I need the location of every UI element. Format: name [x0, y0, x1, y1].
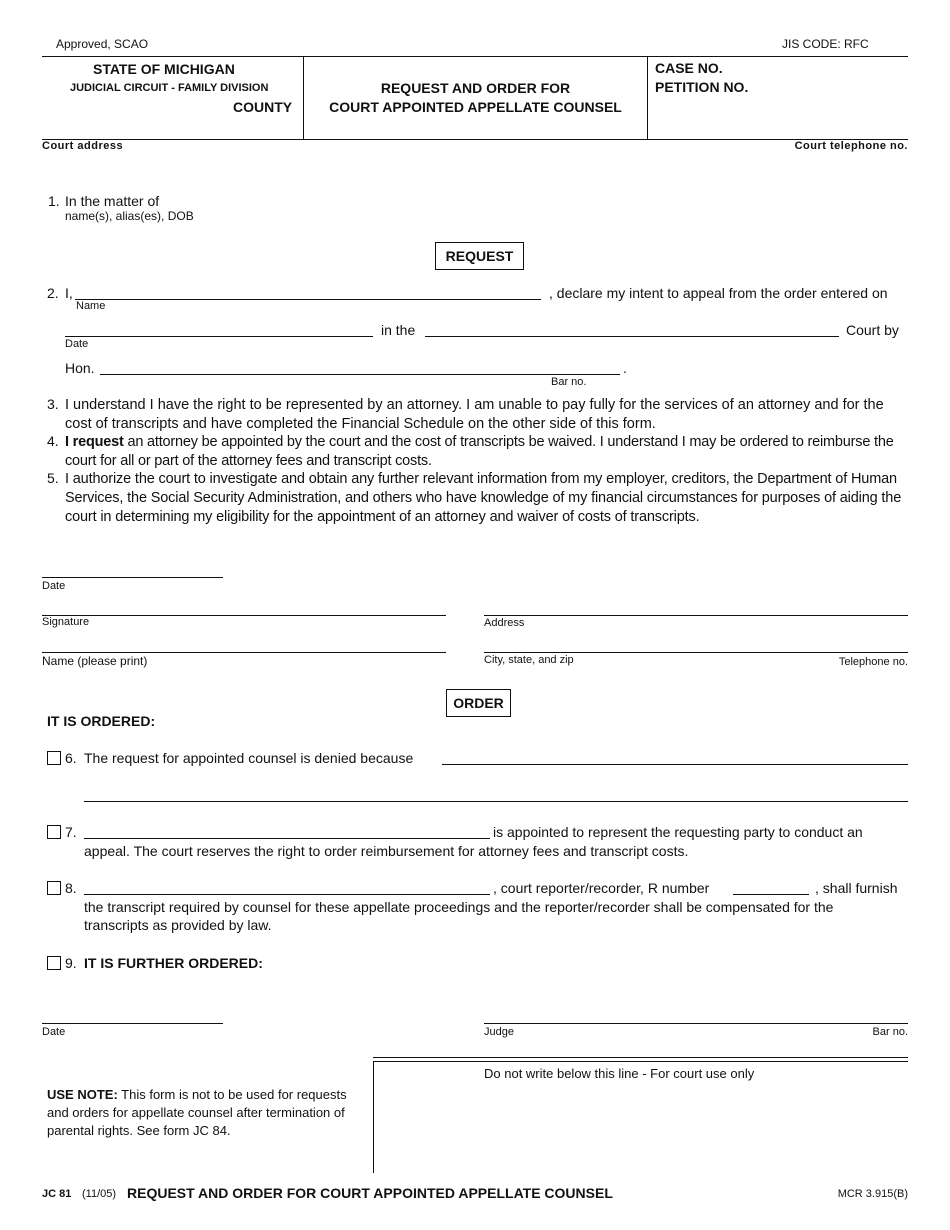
state-name: STATE OF MICHIGAN — [93, 61, 235, 77]
signature-label: Signature — [42, 616, 90, 628]
r-number-field[interactable] — [733, 894, 809, 895]
order-date-field[interactable] — [65, 336, 373, 337]
item6-number: 6. — [65, 750, 77, 766]
footer-form-title: REQUEST AND ORDER FOR COURT APPOINTED APPELLATE COUNSEL — [127, 1185, 613, 1201]
print-name-label: Name (please print) — [42, 654, 148, 668]
in-the-label: in the — [381, 322, 416, 338]
item8-number: 8. — [65, 880, 77, 896]
header-top-rule — [42, 56, 908, 57]
item9-checkbox[interactable] — [47, 956, 61, 970]
mcr-reference: MCR 3.915(B) — [837, 1188, 908, 1200]
city-state-zip-label: City, state, and zip — [484, 654, 574, 666]
use-note-label: USE NOTE: — [47, 1087, 118, 1102]
form-title-line2: COURT APPOINTED APPELLATE COUNSEL — [329, 99, 622, 115]
denial-reason-field[interactable] — [442, 764, 908, 765]
order-date-line[interactable] — [42, 1023, 223, 1024]
item2-suffix: , declare my intent to appeal from the order entered on — [549, 285, 888, 301]
header-bottom-rule — [42, 139, 908, 140]
item8-line2: the transcript required by counsel for these appellate proceedings and the reporter/recorder shall be compensated for the — [84, 899, 834, 915]
court-name-field[interactable] — [425, 336, 839, 337]
order-date-label: Date — [42, 1026, 66, 1038]
hon-period: . — [623, 360, 627, 376]
request-date-field[interactable] — [42, 577, 223, 578]
hon-label: Hon. — [65, 360, 95, 376]
bar-no-label: Bar no. — [551, 376, 587, 388]
item6-text: The request for appointed counsel is denied because — [84, 750, 414, 766]
court-use-label: Do not write below this line - For court use only — [484, 1066, 755, 1081]
item8-mid: , court reporter/recorder, R number — [493, 880, 710, 896]
county-label: COUNTY — [233, 99, 293, 115]
city-state-zip-field[interactable] — [484, 652, 908, 653]
judge-label: Judge — [484, 1026, 514, 1038]
judge-bar-no-label: Bar no. — [872, 1026, 908, 1038]
name-field[interactable] — [75, 299, 541, 300]
name-field-label: Name — [76, 300, 106, 312]
item8-checkbox[interactable] — [47, 881, 61, 895]
matter-sub-label: name(s), alias(es), DOB — [65, 209, 194, 223]
form-id: JC 81 — [42, 1188, 72, 1200]
court-address-label: Court address — [42, 140, 124, 152]
item6-checkbox[interactable] — [47, 751, 61, 765]
form-title-line1: REQUEST AND ORDER FOR — [380, 80, 571, 96]
use-note-text: This form is not to be used for requests and orders for appellate counsel after termination of parental rights. See form JC 84. — [47, 1087, 347, 1138]
court-by-label: Court by — [846, 322, 899, 338]
judge-signature-field[interactable] — [484, 1023, 908, 1024]
order-heading: ORDER — [446, 689, 511, 717]
appointed-attorney-field[interactable] — [84, 838, 490, 839]
court-division: JUDICIAL CIRCUIT - FAMILY DIVISION — [70, 82, 269, 94]
jis-code: JIS CODE: RFC — [782, 37, 869, 51]
denial-reason-field-line2[interactable] — [84, 801, 908, 802]
item7-line2: appeal. The court reserves the right to order reimbursement for attorney fees and transcript costs. — [84, 843, 689, 859]
item4-bold: I request — [65, 434, 124, 450]
item9-number: 9. — [65, 955, 77, 971]
petition-no-label: PETITION NO. — [655, 79, 749, 95]
court-use-rule-top — [373, 1057, 908, 1058]
use-note — [47, 1086, 352, 1140]
item7-checkbox[interactable] — [47, 825, 61, 839]
approved-label: Approved, SCAO — [56, 37, 149, 51]
item5-text: I authorize the court to investigate and obtain any further relevant information from my employer, creditors, the Department of Human Services, the Social Security Administration, and others who have knowledge of my financial circumstances for purposes of aiding the court in determining my eligibility for the appointment of an attorney and waiver of costs of transcripts. — [65, 471, 902, 525]
item4-body: an attorney be appointed by the court and the cost of transcripts be waived. I understand I may be ordered to reimburse the court for all or part of the attorney fees and transcript costs. — [65, 434, 894, 469]
judge-name-field[interactable] — [100, 374, 620, 375]
it-is-ordered-label: IT IS ORDERED: — [47, 713, 156, 729]
print-name-field[interactable] — [42, 652, 446, 653]
item4-number: 4. — [47, 433, 59, 449]
court-reporter-field[interactable] — [84, 894, 490, 895]
request-date-label: Date — [42, 580, 66, 592]
header-divider-left — [303, 56, 304, 139]
item7-suffix: is appointed to represent the requesting party to conduct an — [493, 824, 863, 840]
case-no-label: CASE NO. — [655, 60, 723, 76]
item7-number: 7. — [65, 824, 77, 840]
court-telephone-label: Court telephone no. — [794, 140, 908, 152]
matter-label: In the matter of — [65, 193, 160, 209]
signature-field[interactable] — [42, 615, 446, 616]
item8-end: , shall furnish — [815, 880, 898, 896]
telephone-label: Telephone no. — [838, 656, 908, 668]
item1-number: 1. — [48, 193, 60, 209]
item2-number: 2. — [47, 285, 59, 301]
court-use-divider — [373, 1061, 374, 1173]
item8-line3: transcripts as provided by law. — [84, 917, 272, 933]
item2-prefix: I, — [65, 285, 73, 301]
item4-text — [65, 433, 908, 471]
request-heading: REQUEST — [435, 242, 524, 270]
header-divider-right — [647, 56, 648, 139]
item9-text: IT IS FURTHER ORDERED: — [84, 955, 263, 971]
date-field-label: Date — [65, 338, 89, 350]
court-use-rule-bottom — [373, 1061, 908, 1062]
item5-number: 5. — [47, 470, 59, 486]
address-field[interactable] — [484, 615, 908, 616]
address-label: Address — [484, 617, 525, 629]
item3-text: I understand I have the right to be represented by an attorney. I am unable to pay fully for the services of an attorney and for the cost of transcripts and have completed the Financial Schedule on the other side of this form. — [65, 397, 884, 432]
form-date: (11/05) — [82, 1188, 117, 1200]
item3-number: 3. — [47, 396, 59, 412]
